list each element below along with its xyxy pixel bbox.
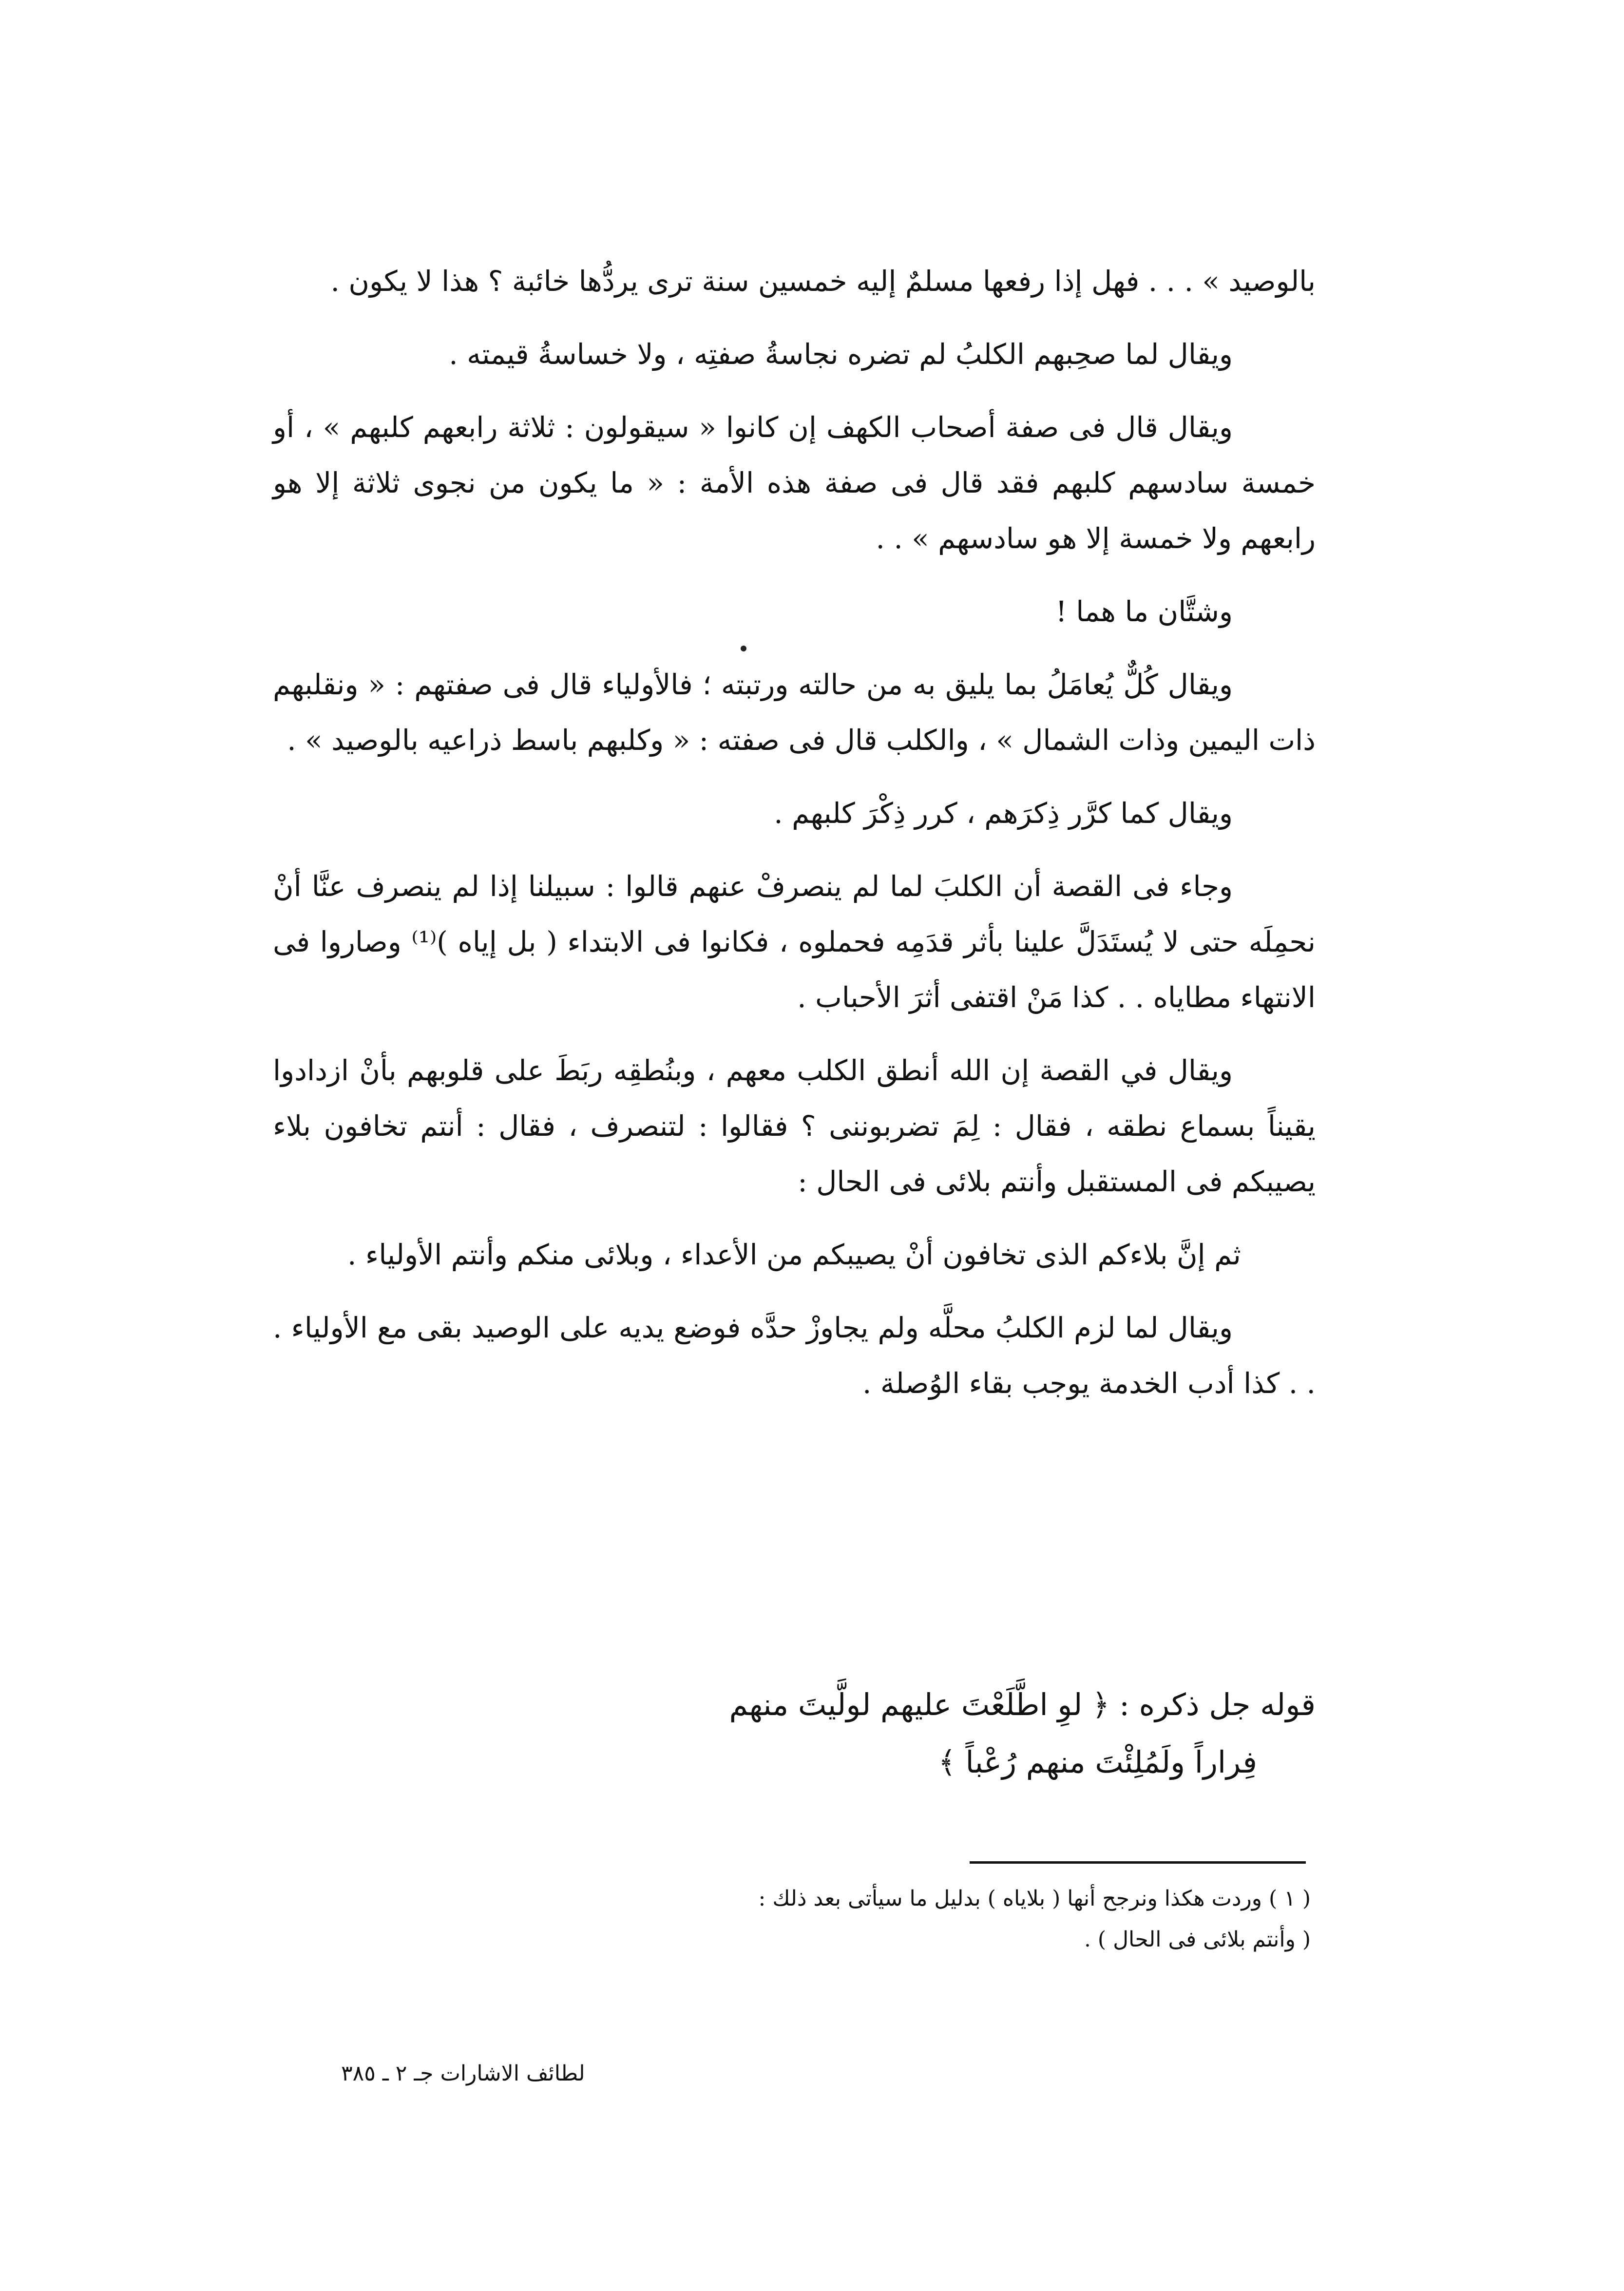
paragraph-4: وشتَّان ما هما ! — [1055, 595, 1233, 628]
paragraph-7: وجاء فى القصة أن الكلبَ لما لم ينصرفْ عنهم قالوا : سبيلنا إذا لم ينصرف عنَّا أنْ نحمِلَه حتى لا يُستَدَلَّ علينا بأثر قدَمِه فحملوه ، فكانوا فى الابتداء ( بل إياه )⁽¹⁾ وصاروا فى الانتهاء مطاياه . . كذا مَنْ اقتفى أثرَ الأحباب . — [273, 870, 1316, 1014]
paragraph-3: ويقال قال فى صفة أصحاب الكهف إن كانوا « سيقولون : ثلاثة رابعهم كلبهم » ، أو خمسة سادسهم كلبهم فقد قال فى صفة هذه الأمة : « ما يكون من نجوى ثلاثة إلا هو رابعهم ولا خمسة إلا هو سادسهم » . . — [273, 411, 1316, 555]
main-text — [273, 253, 1316, 1429]
footnote-divider — [970, 1861, 1306, 1864]
footnote-line-2: ( وأنتم بلائى فى الحال ) . — [1084, 1927, 1311, 1952]
paragraph-8: ويقال في القصة إن الله أنطق الكلب معهم ، وبنُطقِه ربَطَ على قلوبهم بأنْ ازدادوا يقيناً بسماع نطقه ، فقال : لِمَ تضربوننى ؟ فقالوا : لتنصرف ، فقال : أنتم تخافون بلاء يصيبكم فى المستقبل وأنتم بلائى فى الحال : — [273, 1054, 1316, 1198]
page-footer: لطائف الاشارات جـ ٢ ـ ٣٨٥ — [341, 2061, 585, 2086]
footnote — [580, 1878, 1311, 1960]
footnote-line-1: ( ١ ) وردت هكذا ونرجح أنها ( بلاياه ) بدليل ما سيأتى بعد ذلك : — [758, 1886, 1311, 1911]
paragraph-1: بالوصيد » . . . فهل إذا رفعها مسلمٌ إليه خمسين سنة ترى يردُّها خائبة ؟ هذا لا يكون . — [330, 265, 1316, 298]
ink-dot — [741, 646, 746, 651]
paragraph-6: ويقال كما كرَّر ذِكرَهم ، كرر ذِكْرَ كلبهم . — [774, 797, 1233, 830]
paragraph-2: ويقال لما صحِبهم الكلبُ لم تضره نجاسةُ صفتِه ، ولا خساسةُ قيمته . — [449, 338, 1233, 371]
verse-line-1: قوله جل ذكره : ﴿ لوِ اطَّلَعْتَ عليهم لولَّيتَ منهم — [729, 1687, 1316, 1722]
paragraph-9: ثم إنَّ بلاءكم الذى تخافون أنْ يصيبكم من الأعداء ، وبلائى منكم وأنتم الأولياء . — [347, 1238, 1241, 1271]
paragraph-5: ويقال كُلٌّ يُعامَلُ بما يليق به من حالته ورتبته ؛ فالأولياء قال فى صفتهم : « ونقلبهم ذات اليمين وذات الشمال » ، والكلب قال فى صفته : « وكلبهم باسط ذراعيه بالوصيد » . — [273, 668, 1316, 757]
verse-line-2: فِراراً ولَمُلِئْتَ منهم رُعْباً ﴾ — [938, 1744, 1257, 1780]
quran-verse — [273, 1676, 1316, 1791]
paragraph-10: ويقال لما لزم الكلبُ محلَّه ولم يجاوزْ حدَّه فوضع يديه على الوصيد بقى مع الأولياء . . . كذا أدب الخدمة يوجب بقاء الوُصلة . — [273, 1311, 1316, 1400]
